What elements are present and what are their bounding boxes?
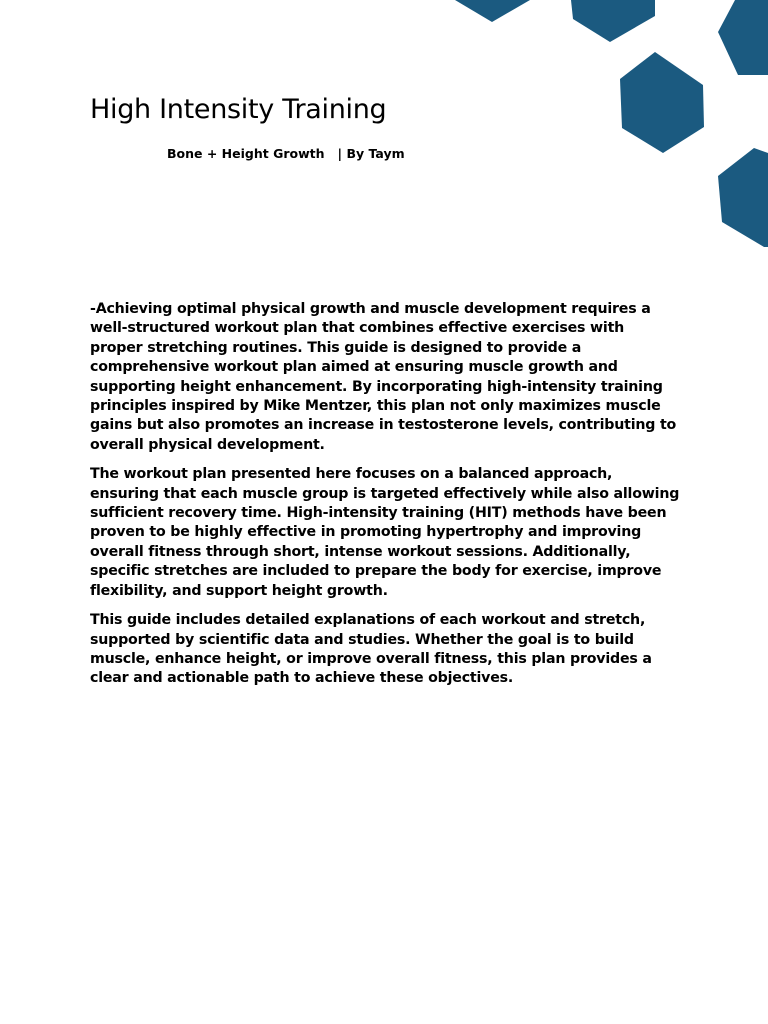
hexagon-shape [718, 148, 768, 247]
hexagon-shape [571, 0, 655, 42]
hexagon-shape [455, 0, 530, 22]
paragraph: -Achieving optimal physical growth and muscle development requires a well-structured workout plan that combines effective exercises with proper stretching routines. This guide is designed to provide a comprehensive workout plan aimed at ensuring muscle growth and supporting height enhancement. By incorporating high-intensity training principles inspired by Mike Mentzer, this plan not only maximizes muscle gains but also promotes an increase in testosterone levels, contributing to overall physical development. [90, 301, 677, 453]
body-text [90, 300, 680, 699]
page-title: High Intensity Training [90, 94, 387, 125]
hexagon-shape [620, 52, 704, 153]
hexagon-shape [718, 0, 768, 75]
paragraph: The workout plan presented here focuses on a balanced approach, ensuring that each muscle group is targeted effectively while also allowing sufficient recovery time. High-intensity training (HIT) methods have been proven to be highly effective in promoting hypertrophy and improving overall fitness through short, intense workout sessions. Additionally, specific stretches are included to prepare the body for exercise, improve flexibility, and support height growth. [90, 466, 680, 599]
paragraph: This guide includes detailed explanations of each workout and stretch, supported by scientific data and studies. Whether the goal is to build muscle, enhance height, or improve overall fitness, this plan provides a clear and actionable path to achieve these objectives. [90, 612, 652, 687]
page-subtitle: Bone + Height Growth | By Taym [167, 146, 405, 161]
